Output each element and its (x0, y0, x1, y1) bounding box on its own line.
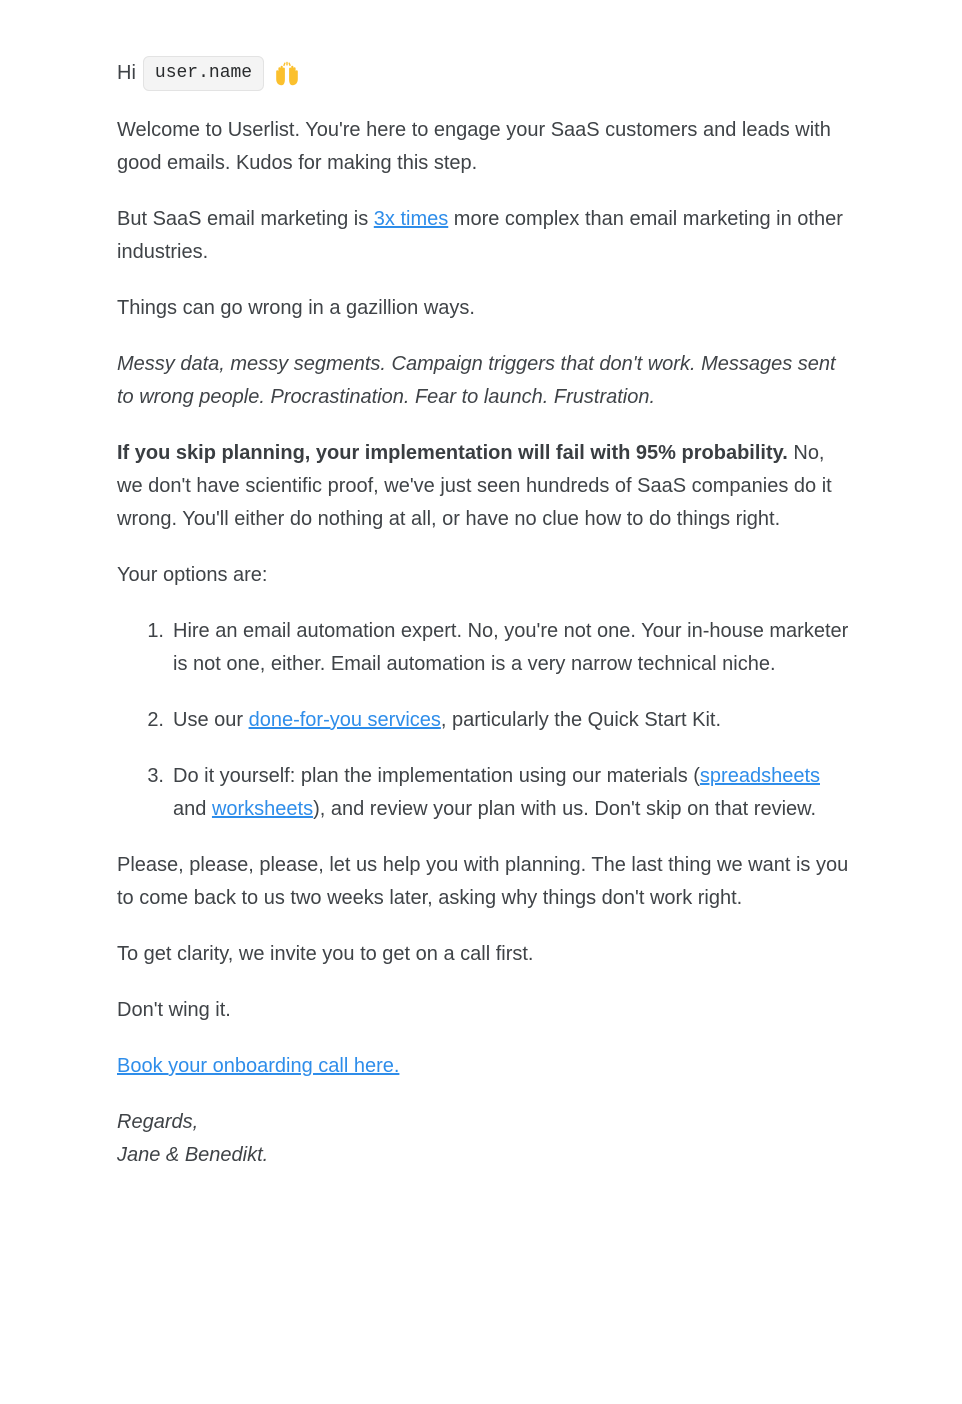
bold-warning-text: If you skip planning, your implementation will fail with 95% probability. (117, 442, 788, 464)
text-segment: Hire an email automation expert. No, you're not one. Your in-house marketer is not one, either. Email automation is a very narrow technical niche. (173, 620, 849, 675)
link-worksheets[interactable]: worksheets (211, 798, 314, 820)
paragraph-messy-data: Messy data, messy segments. Campaign triggers that don't work. Messages sent to wrong people. Procrastination. Fear to launch. Frustration. (117, 353, 836, 408)
text-segment: No, we don't have scientific proof, we've just seen hundreds of SaaS companies do it wrong. You'll either do nothing at all, or have no clue how to do things right. (117, 442, 832, 530)
list-item-text (173, 704, 853, 737)
raising-hands-icon (273, 61, 301, 86)
text-segment: Use our (173, 709, 249, 731)
list-item-text (173, 615, 853, 681)
list-item (117, 760, 853, 826)
link-done-for-you-services[interactable]: done-for-you services (248, 709, 441, 731)
text-segment: and (173, 798, 212, 820)
cta-line (117, 1050, 853, 1083)
paragraph-complexity (117, 203, 853, 269)
text-segment: ), and review your plan with us. Don't skip on that review. (313, 798, 817, 820)
link-book-onboarding-call[interactable]: Book your onboarding call here. (117, 1055, 400, 1077)
options-list (117, 615, 853, 826)
link-3x-times[interactable]: 3x times (373, 208, 449, 230)
list-item-text (173, 760, 853, 826)
list-number: 2. (147, 709, 164, 731)
list-number: 1. (147, 620, 164, 642)
paragraph-options-intro: Your options are: (117, 564, 268, 586)
list-item (117, 704, 853, 737)
paragraph-welcome: Welcome to Userlist. You're here to engage your SaaS customers and leads with good emails. Kudos for making this step. (117, 119, 831, 174)
list-number: 3. (147, 765, 164, 787)
merge-tag-user-name: user.name (143, 56, 264, 91)
paragraph-skip-planning (117, 437, 853, 536)
text-segment: , particularly the Quick Start Kit. (440, 709, 722, 731)
signature (117, 1106, 853, 1172)
paragraph-please-help: Please, please, please, let us help you with planning. The last thing we want is you to come back to us two weeks later, asking why things don't work right. (117, 854, 849, 909)
text-segment: But SaaS email marketing is (117, 208, 374, 230)
paragraph-clarity: To get clarity, we invite you to get on a call first. (117, 943, 534, 965)
text-segment: more complex than email marketing in other industries. (117, 208, 843, 263)
greeting-text: Hi (117, 62, 136, 84)
signature-names: Jane & Benedikt. (117, 1144, 269, 1166)
signature-regards: Regards, (117, 1111, 199, 1133)
link-spreadsheets[interactable]: spreadsheets (699, 765, 820, 787)
list-item (117, 615, 853, 681)
paragraph-dont-wing-it: Don't wing it. (117, 999, 231, 1021)
paragraph-gazillion: Things can go wrong in a gazillion ways. (117, 297, 475, 319)
greeting-line (117, 56, 853, 91)
text-segment: Do it yourself: plan the implementation using our materials ( (173, 765, 700, 787)
